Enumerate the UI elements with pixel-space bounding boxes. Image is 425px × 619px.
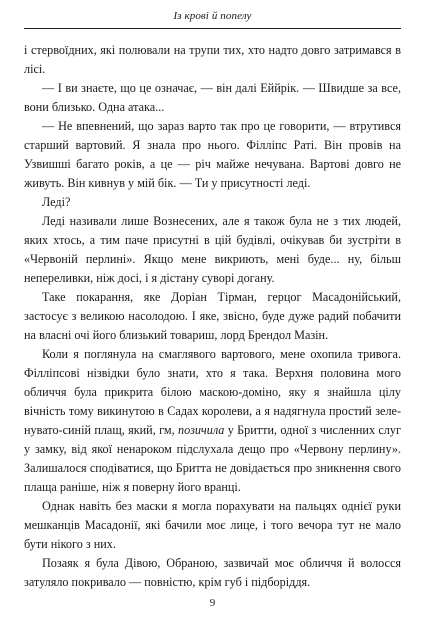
text-run: Таке покарання, яке Доріан Тірман, герцог Масадонійський, застосує з великою насолодою. І яке, звісно, буде дуже радий побачити на власні очі його близький товариш, лорд Брендол Мазін.	[24, 290, 401, 342]
text-run: — І ви знаєте, що це означає, — він далі Еййрік. — Швидше за все, вони близько. Одна атака...	[24, 81, 401, 114]
paragraph	[24, 79, 401, 117]
paragraph	[24, 497, 401, 554]
running-head: Із крові й попелу	[173, 10, 252, 22]
paragraph	[24, 193, 401, 212]
paragraph	[24, 117, 401, 193]
paragraph	[24, 212, 401, 288]
italic-text-run: позичила	[178, 423, 225, 437]
paragraph	[24, 288, 401, 345]
text-run: у Бритти, одної з численних слуг у замку, від якої ненароком підслухала дещо про «Червону перлину». Залишалося сподіватися, що Бритта не довідається про зникнення свого плаща раніше, ніж я поверну його вранці.	[24, 423, 401, 494]
text-run: — Не впевнений, що зараз варто так про це говорити, — втрутився старший вартовий. Я знала про нього. Філліпс Раті. Він провів на Узвишші багато років, а це — річ майже нечувана. Вартові довго не живуть. Він кивнув у мій бік. — Ти у присутності леді.	[24, 119, 401, 190]
text-run: Позаяк я була Дівою, Обраною, зазвичай моє обличчя й волосся затуляло покривало — повністю, крім губ і підборіддя.	[24, 556, 401, 589]
text-run: Коли я поглянула на смаглявого вартового, мене охопила тривога. Філліпсові нізвідки було знати, хто я така. Верхня половина мого обличчя була прикрита білою маскою-доміно, яку я знайшла цілу вічність тому викинутою в Садах королеви, а я надягнула простий зеленувато-синій плащ, який, гм,	[24, 347, 401, 437]
body-text	[24, 41, 401, 592]
paragraph	[24, 554, 401, 592]
text-run: Леді?	[42, 195, 71, 209]
text-run: і стервоїдних, які полювали на трупи тих, хто надто довго затримався в лісі.	[24, 43, 401, 76]
text-run: Однак навіть без маски я могла порахувати на пальцях однієї руки мешканців Масадонії, які бачили моє лице, і того вечора тут не мало бути нікого з них.	[24, 499, 401, 551]
text-run: Леді називали лише Вознесених, але я також була не з тих людей, яких хтось, а тим паче присутні в цій будівлі, очікував би зустріти в «Червоній перлині». Якщо мене викриють, мені буде... ну, більш непереливки, ніж досі, і я дістану суворі догану.	[24, 214, 401, 285]
paragraph	[24, 41, 401, 79]
page-number: 9	[209, 597, 216, 609]
paragraph	[24, 345, 401, 497]
header-rule	[24, 28, 401, 29]
